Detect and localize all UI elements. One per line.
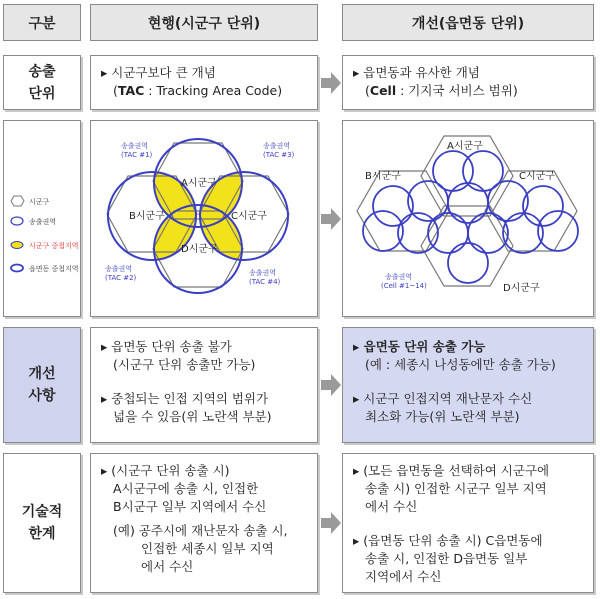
- diagram-improved-box: [342, 120, 594, 317]
- row3-current-p2-l2: 넓을 수 있음(위 노란색 부분): [113, 409, 272, 424]
- legend-yellow-icon: [11, 242, 23, 249]
- row3-improved-p2-l2: 최소화 가능(위 노란색 부분): [365, 409, 520, 424]
- legend-item2: 송출권역: [29, 218, 57, 226]
- row4-improved-l6: 지역에서 수신: [365, 569, 442, 584]
- label-b2: B시군구: [365, 171, 401, 182]
- diagram-current-box: [90, 120, 318, 317]
- cell-5: [448, 183, 488, 223]
- row1-current-tac: TAC: [117, 83, 145, 98]
- tac2-label-a: 송출권역: [105, 265, 133, 273]
- row3-current-box: [90, 327, 318, 443]
- label-c2: C시군구: [519, 171, 555, 182]
- legend-hexagon-icon: [11, 196, 24, 206]
- row3-improved-p1-l2: (예 : 세종시 나성동에만 송출 가능): [365, 357, 556, 372]
- arrow-right-icon-row1: [321, 72, 341, 94]
- cell-label-a: 송출권역: [385, 273, 413, 281]
- row1-label: [3, 55, 81, 110]
- row1-improved-box: [342, 55, 594, 110]
- label-d2: D시군구: [503, 283, 540, 294]
- row1-current-line2-open: (: [113, 83, 118, 98]
- cell-label-b: (Cell #1~14): [381, 282, 427, 290]
- tac1-label-b: (TAC #1): [121, 151, 153, 159]
- row1-improved-line1: ▸ 읍면동과 유사한 개념: [353, 65, 480, 80]
- arrow-right-icon-row3: [321, 374, 341, 396]
- row4-current-l4: (예) 공주시에 재난문자 송출 시,: [113, 523, 288, 538]
- row4-improved-box: [342, 453, 594, 593]
- legend-svg: [4, 121, 80, 316]
- row4-improved-l2: 송출 시) 인접한 시군구 일부 지역: [365, 481, 547, 496]
- row1-current-line1: ▸ 시군구보다 큰 개념: [101, 65, 216, 80]
- row4-label: [3, 453, 81, 593]
- cell-3: [373, 186, 413, 226]
- label-a: A시군구: [181, 178, 217, 189]
- arrow-right-icon-row4: [321, 512, 341, 534]
- row3-improved-p2-l1: ▸ 시군구 인접지역 재난문자 수신: [353, 391, 533, 406]
- row3-current-p2-l1: ▸ 중첩되는 인접 지역의 범위가: [101, 391, 269, 406]
- row4-improved-l1: ▸ (모든 읍면동을 선택하여 시군구에: [353, 463, 550, 478]
- legend-item3: 시군구 중첩지역: [29, 242, 79, 250]
- row1-improved-line2-open: (: [365, 83, 370, 98]
- row1-current-line2-rest: : Tracking Area Code): [144, 83, 283, 98]
- cell-7: [523, 186, 563, 226]
- header-col1: [3, 4, 81, 41]
- row1-improved-line2: [353, 82, 583, 100]
- row3-label-line2: 사항: [28, 388, 56, 404]
- tac3-label-a: 송출권역: [263, 142, 291, 150]
- legend-item1: 시군구: [29, 198, 50, 206]
- tac1-label-a: 송출권역: [121, 142, 149, 150]
- tac3-label-b: (TAC #3): [263, 151, 295, 159]
- row3-current-p1-l2: (시군구 단위 송출만 가능): [113, 357, 256, 372]
- row4-label-line2: 한계: [28, 526, 56, 542]
- row3-improved-box: [342, 327, 594, 443]
- row4-current-l3: B시군구 일부 지역에서 수신: [113, 499, 267, 514]
- row1-label-line2: 단위: [28, 85, 56, 102]
- header-col1-label: 구분: [28, 15, 56, 32]
- legend-box: [3, 120, 81, 317]
- row4-improved-l4: ▸ (읍면동 단위 송출 시) C읍면동에: [353, 533, 543, 548]
- row1-current-box: [90, 55, 318, 110]
- tac4-label-a: 송출권역: [249, 269, 277, 277]
- legend-circle-icon: [11, 217, 23, 225]
- cell-14: [448, 243, 488, 283]
- header-col3: [342, 4, 594, 41]
- cell-11: [468, 213, 508, 253]
- row4-current-l2: A시군구에 송출 시, 인접한: [113, 481, 259, 496]
- row1-current-line2: [101, 82, 307, 100]
- cell-6: [488, 181, 528, 221]
- row4-improved-l3: 에서 수신: [365, 499, 418, 514]
- cell-10: [428, 213, 468, 253]
- legend-item4: 읍면동 중첩지역: [29, 265, 79, 273]
- label-a2: A시군구: [447, 141, 483, 152]
- row4-current-l1: ▸ (시군구 단위 송출 시): [101, 463, 230, 478]
- legend-blue-icon: [11, 265, 23, 272]
- row1-improved-line2-rest: : 기지국 서비스 범위): [396, 83, 518, 98]
- row4-current-box: [90, 453, 318, 593]
- label-c: C시군구: [231, 211, 267, 222]
- row3-improved-p1-l1: ▸ 읍면동 단위 송출 가능: [353, 339, 486, 354]
- row3-label-line1: 개선: [28, 366, 56, 382]
- label-b: B시군구: [129, 211, 165, 222]
- row3-label: [3, 327, 81, 443]
- diagram-improved-svg: [343, 121, 593, 316]
- row3-current-p1-l1: ▸ 읍면동 단위 송출 불가: [101, 339, 232, 354]
- cell-12: [503, 213, 543, 253]
- row1-improved-cell: Cell: [369, 83, 397, 98]
- row4-label-line1: 기술적: [21, 504, 63, 520]
- header-col3-label: 개선(읍면동 단위): [411, 15, 525, 32]
- row4-current-l6: 에서 수신: [141, 559, 194, 574]
- tac4-label-b: (TAC #4): [249, 278, 281, 286]
- label-d: D시군구: [181, 244, 218, 255]
- row4-improved-l5: 송출 시, 인접한 D읍면동 일부: [365, 551, 528, 566]
- row4-current-l5: 인접한 세종시 일부 지역: [141, 541, 274, 556]
- tac2-label-b: (TAC #2): [105, 274, 137, 282]
- arrow-right-icon-row2: [321, 208, 341, 230]
- diagram-current-svg: [91, 121, 317, 316]
- header-col2-label: 현행(시군구 단위): [147, 15, 261, 32]
- row1-label-line1: 송출: [28, 63, 56, 80]
- header-col2: [90, 4, 318, 41]
